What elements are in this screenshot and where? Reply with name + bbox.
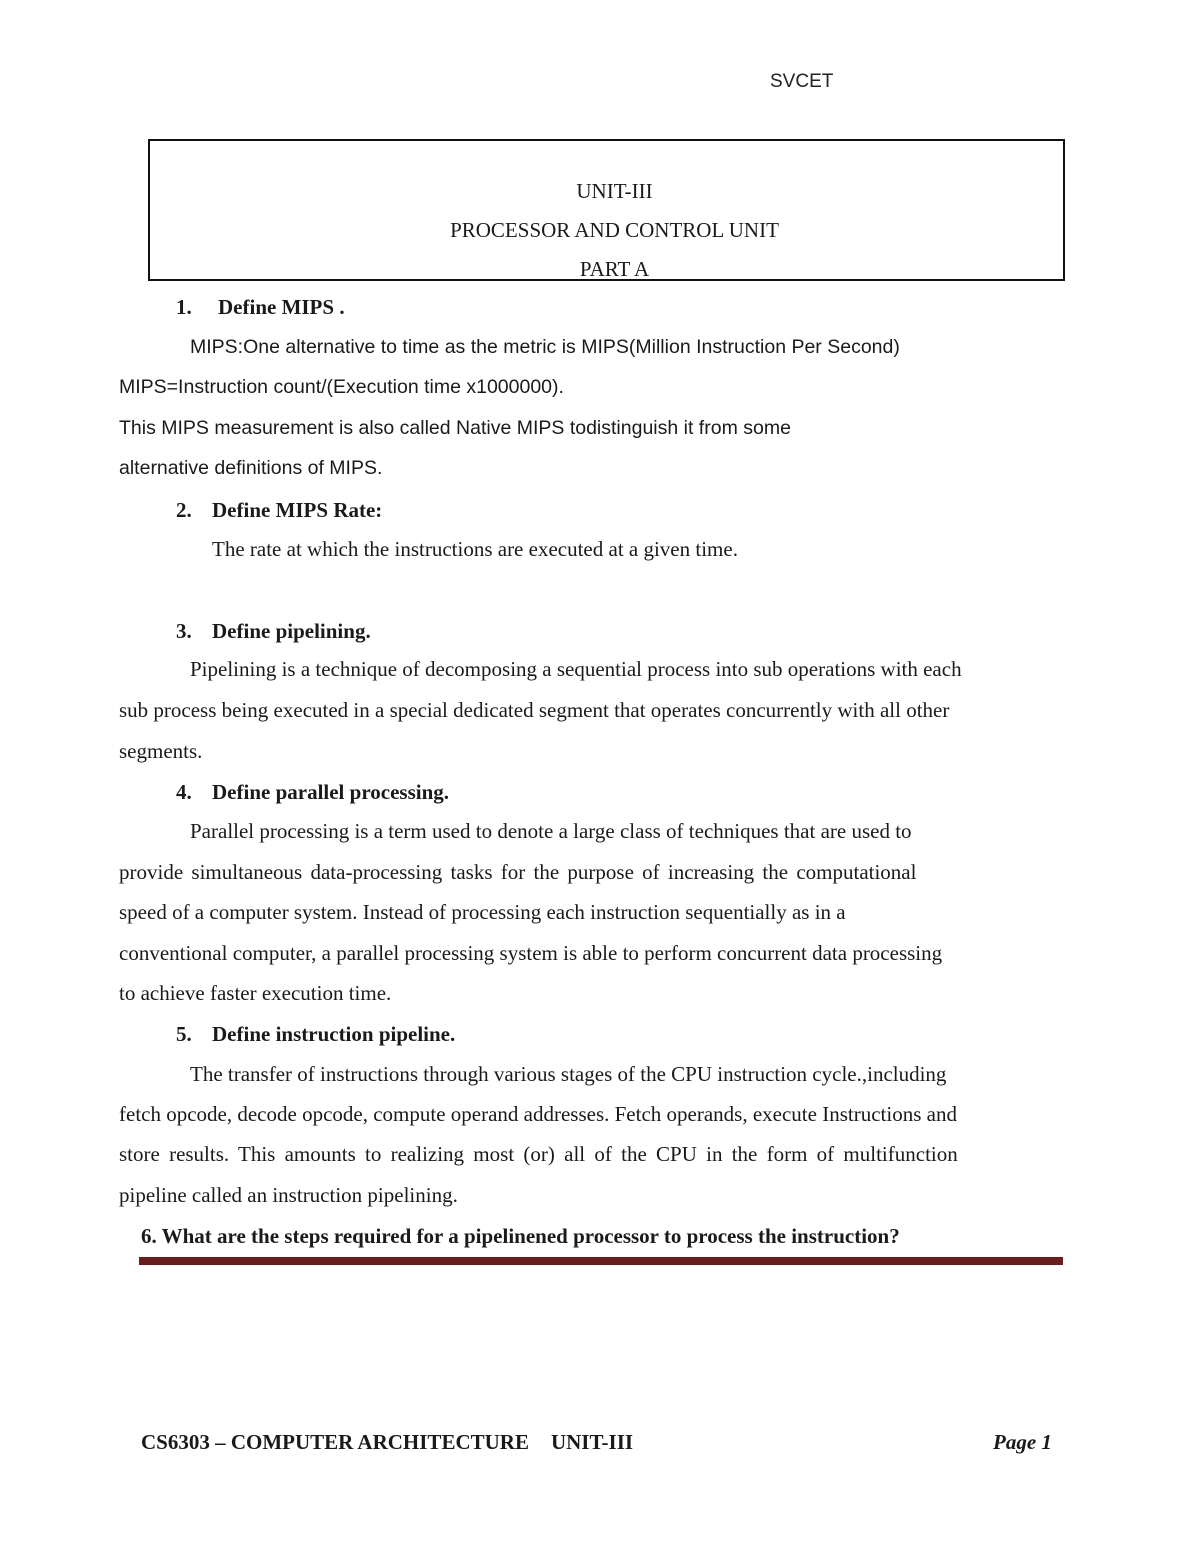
question-title: Define MIPS Rate:: [212, 498, 383, 522]
answer-line: store results. This amounts to realizing most (or) all of the CPU in the form of multifunction: [119, 1142, 958, 1166]
question-heading: [176, 611, 371, 652]
question-title: Define parallel processing.: [212, 780, 450, 804]
answer-line: Pipelining is a technique of decomposing a sequential process into sub operations with each: [190, 657, 962, 681]
title-box: [148, 139, 1065, 281]
answer-line: alternative definitions of MIPS.: [119, 457, 383, 479]
section-divider: [139, 1257, 1063, 1265]
footer-course: [141, 1422, 633, 1463]
question-heading: [176, 287, 345, 328]
question-title: Define MIPS .: [218, 295, 345, 319]
chapter-title: PROCESSOR AND CONTROL UNIT: [450, 218, 779, 242]
question-heading: [176, 1014, 455, 1055]
question-number: 4.: [176, 780, 192, 804]
answer-line: This MIPS measurement is also called Native MIPS todistinguish it from some: [119, 417, 791, 439]
question-title: Define pipelining.: [212, 619, 371, 643]
footer-unit: UNIT-III: [550, 1430, 634, 1454]
answer-line: speed of a computer system. Instead of processing each instruction sequentially as in a: [119, 900, 846, 924]
part-title-line: [150, 249, 1063, 289]
question-heading-6: 6. What are the steps required for a pipelinened processor to process the instruction?: [141, 1224, 900, 1248]
question-number: 3.: [176, 619, 192, 643]
chapter-title-line: [150, 210, 1063, 250]
answer-line: conventional computer, a parallel processing system is able to perform concurrent data processing: [119, 941, 943, 965]
answer-line: segments.: [119, 739, 203, 763]
answer-line: Parallel processing is a term used to denote a large class of techniques that are used to: [190, 819, 912, 843]
answer-line: pipeline called an instruction pipelining.: [119, 1183, 458, 1207]
unit-title-line: [150, 171, 1063, 211]
question-heading: [176, 772, 449, 813]
answer-line: MIPS=Instruction count/(Execution time x1000000).: [119, 376, 564, 398]
question-heading: [176, 490, 382, 531]
question-number: 5.: [176, 1022, 192, 1046]
part-title: PART A: [579, 257, 650, 281]
unit-title: UNIT-III: [576, 179, 653, 203]
question-number: 2.: [176, 498, 192, 522]
question-title: Define instruction pipeline.: [212, 1022, 456, 1046]
question-number: 1.: [176, 295, 192, 319]
footer-page-number: Page 1: [993, 1430, 1052, 1454]
answer-line: to achieve faster execution time.: [119, 981, 392, 1005]
answer-line: provide simultaneous data-processing tasks for the purpose of increasing the computational: [119, 860, 917, 884]
answer-line: The rate at which the instructions are executed at a given time.: [212, 537, 738, 561]
footer-course-title: CS6303 – COMPUTER ARCHITECTURE: [141, 1430, 529, 1454]
header-college-name: SVCET: [770, 71, 834, 92]
answer-line: fetch opcode, decode opcode, compute operand addresses. Fetch operands, execute Instructions and: [119, 1102, 957, 1126]
answer-line: sub process being executed in a special dedicated segment that operates concurrently with all other: [119, 698, 950, 722]
answer-line: MIPS:One alternative to time as the metric is MIPS(Million Instruction Per Second): [190, 336, 900, 358]
answer-line: The transfer of instructions through various stages of the CPU instruction cycle.,including: [190, 1062, 947, 1086]
